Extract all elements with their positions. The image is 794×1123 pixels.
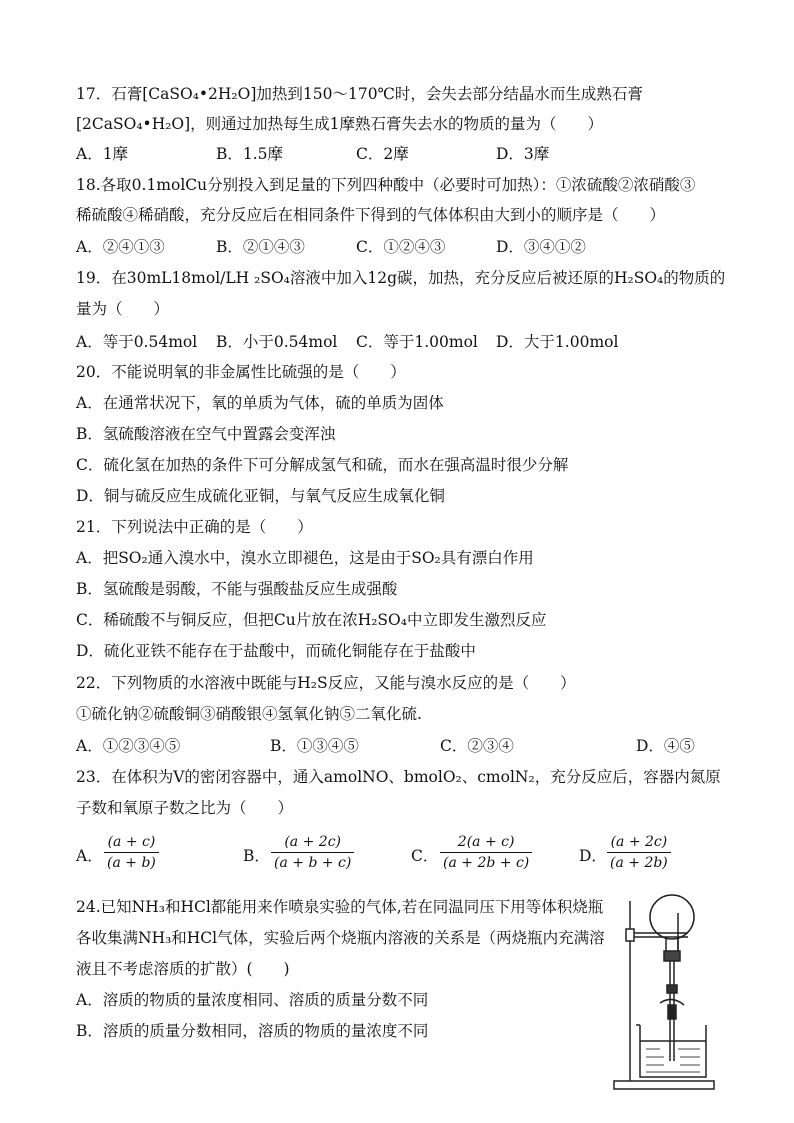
q23-option-b-fraction[interactable] bbox=[271, 834, 354, 871]
q19-stem-line2: 量为（ ） bbox=[76, 300, 170, 318]
q17-stem-line1: 17．石膏[CaSO₄•2H₂O]加热到150～170℃时，会失去部分结晶水而生成熟石膏 bbox=[76, 85, 643, 103]
fraction-numerator: (a + c) bbox=[104, 834, 159, 853]
q23-option-c-label[interactable]: C． bbox=[411, 847, 439, 865]
q20-option-d[interactable]: D．铜与硫反应生成硫化亚铜，与氧气反应生成氧化铜 bbox=[76, 487, 445, 505]
q18-option-b[interactable]: B．②①④③ bbox=[216, 238, 305, 256]
fraction-denominator: (a + 2b + c) bbox=[443, 855, 530, 871]
q24-option-b[interactable]: B．溶质的质量分数相同，溶质的物质的量浓度不同 bbox=[76, 1022, 429, 1040]
q23-option-c-fraction[interactable] bbox=[440, 834, 532, 871]
q19-option-a[interactable]: A．等于0.54mol bbox=[76, 333, 198, 351]
clip bbox=[668, 1005, 676, 1019]
fraction-denominator: (a + b) bbox=[107, 855, 156, 871]
fraction-denominator: (a + 2b) bbox=[610, 855, 668, 871]
q17-option-a[interactable]: A．1摩 bbox=[76, 145, 129, 163]
q22-option-d[interactable]: D．④⑤ bbox=[636, 737, 695, 755]
q18-option-c[interactable]: C．①②④③ bbox=[356, 238, 446, 256]
q23-option-d-label[interactable]: D． bbox=[579, 847, 607, 865]
q22-option-c[interactable]: C．②③④ bbox=[440, 737, 514, 755]
q24-stem-line1: 24.已知NH₃和HCl都能用来作喷泉实验的气体,若在同温同压下用等体积烧瓶 bbox=[76, 898, 604, 916]
q18-stem-line1: 18.各取0.1molCu分别投入到足量的下列四种酸中（必要时可加热）：①浓硫酸②浓硝酸③ bbox=[76, 176, 696, 194]
q20-option-b[interactable]: B．氢硫酸溶液在空气中置露会变浑浊 bbox=[76, 425, 336, 443]
q18-option-a[interactable]: A．②④①③ bbox=[76, 238, 165, 256]
q21-option-c[interactable]: C．稀硫酸不与铜反应，但把Cu片放在浓H₂SO₄中立即发生激烈反应 bbox=[76, 611, 547, 629]
stand-base bbox=[614, 1081, 714, 1089]
q21-option-d[interactable]: D．硫化亚铁不能存在于盐酸中，而硫化铜能存在于盐酸中 bbox=[76, 642, 476, 660]
q19-stem-line1: 19．在30mL18mol/LH ₂SO₄溶液中加入12g碳，加热，充分反应后被还原的H₂SO₄的物质的 bbox=[76, 269, 726, 287]
q23-option-b-label[interactable]: B． bbox=[243, 847, 270, 865]
fountain-apparatus-illustration bbox=[612, 893, 722, 1093]
q22-option-a[interactable]: A．①②③④⑤ bbox=[76, 737, 181, 755]
q20-stem: 20．不能说明氧的非金属性比硫强的是（ ） bbox=[76, 363, 406, 381]
q24-stem-line3: 液且不考虑溶质的扩散）( ) bbox=[76, 960, 290, 978]
fraction-denominator: (a + b + c) bbox=[274, 855, 352, 871]
rubber-tube bbox=[667, 985, 677, 993]
q22-stem: 22．下列物质的水溶液中既能与H₂S反应，又能与溴水反应的是（ ） bbox=[76, 674, 576, 692]
q17-stem-line2: [2CaSO₄•H₂O]，则通过加热每生成1摩熟石膏失去水的物质的量为（ ） bbox=[76, 115, 604, 133]
water-hatch bbox=[646, 1049, 700, 1072]
q17-option-b[interactable]: B．1.5摩 bbox=[216, 145, 284, 163]
q21-stem: 21．下列说法中正确的是（ ） bbox=[76, 518, 313, 536]
q21-option-b[interactable]: B．氢硫酸是弱酸，不能与强酸盐反应生成强酸 bbox=[76, 580, 398, 598]
q20-option-c[interactable]: C．硫化氢在加热的条件下可分解成氢气和硫，而水在强高温时很少分解 bbox=[76, 456, 569, 474]
q20-option-a[interactable]: A．在通常状况下，氧的单质为气体，硫的单质为固体 bbox=[76, 394, 444, 412]
q23-stem-line1: 23．在体积为V的密闭容器中，通入amolNO、bmolO₂、cmolN₂，充分反应后，容器内氮原 bbox=[76, 768, 721, 786]
q21-option-a[interactable]: A．把SO₂通入溴水中，溴水立即褪色，这是由于SO₂具有漂白作用 bbox=[76, 549, 534, 567]
fraction-numerator: (a + 2c) bbox=[271, 834, 354, 853]
beaker bbox=[640, 1025, 706, 1077]
fraction-numerator: (a + 2c) bbox=[607, 834, 671, 853]
fraction-numerator: 2(a + c) bbox=[440, 834, 532, 853]
q23-option-a-label[interactable]: A． bbox=[76, 847, 103, 865]
stopper bbox=[664, 951, 680, 961]
q19-option-c[interactable]: C．等于1.00mol bbox=[356, 333, 478, 351]
q23-option-d-fraction[interactable] bbox=[607, 834, 671, 871]
q22-option-b[interactable]: B．①③④⑤ bbox=[270, 737, 359, 755]
q18-stem-line2: 稀硫酸④稀硝酸，充分反应后在相同条件下得到的气体体积由大到小的顺序是（ ） bbox=[76, 206, 666, 224]
q23-stem-line2: 子数和氧原子数之比为（ ） bbox=[76, 799, 294, 817]
q24-option-a[interactable]: A．溶质的物质的量浓度相同、溶质的质量分数不同 bbox=[76, 991, 429, 1009]
q19-option-d[interactable]: D．大于1.00mol bbox=[496, 333, 619, 351]
q23-option-a-fraction[interactable] bbox=[104, 834, 159, 871]
q17-option-c[interactable]: C．2摩 bbox=[356, 145, 409, 163]
q17-option-d[interactable]: D．3摩 bbox=[496, 145, 550, 163]
q19-option-b[interactable]: B．小于0.54mol bbox=[216, 333, 338, 351]
q18-option-d[interactable]: D．③④①② bbox=[496, 238, 586, 256]
q24-stem-line2: 各收集满NH₃和HCl气体，实验后两个烧瓶内溶液的关系是（两烧瓶内充满溶 bbox=[76, 929, 605, 947]
q22-items: ①硫化钠②硫酸铜③硝酸银④氢氧化钠⑤二氧化硫. bbox=[76, 705, 422, 723]
